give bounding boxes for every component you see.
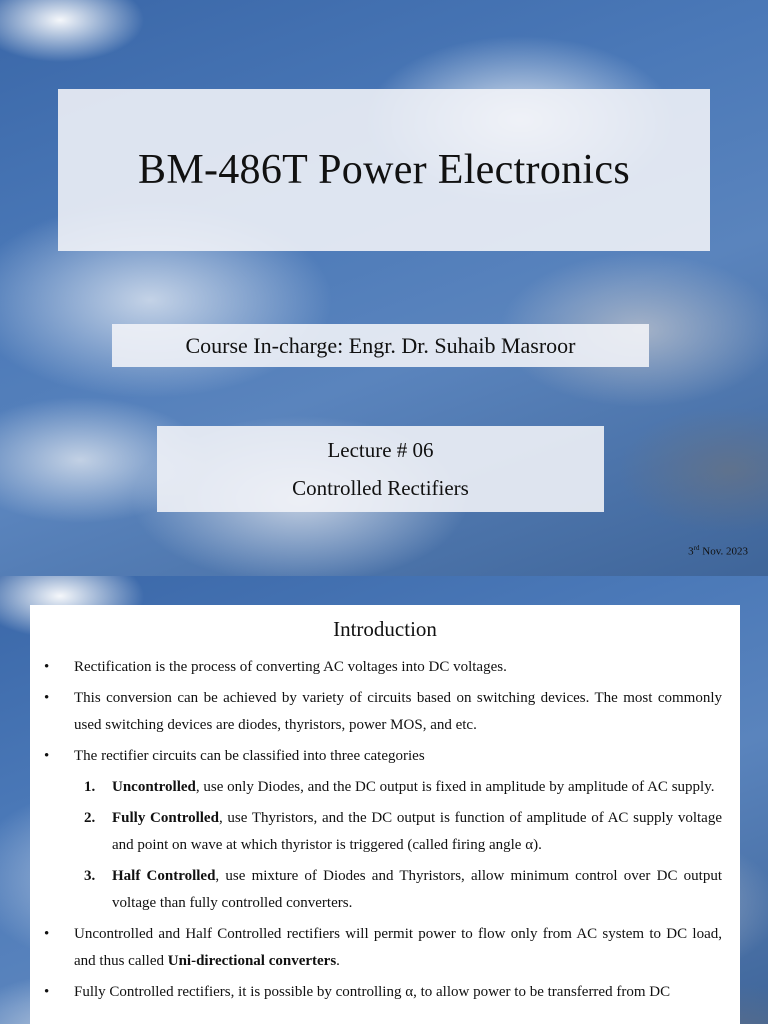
item-number: 1. (84, 779, 96, 795)
bullet-item: • This conversion can be achieved by variety of circuits based on switching devices. The most commonly used switching devices are diodes, thyristors, power MOS, and etc. (30, 685, 722, 739)
item-text: , use mixture of Diodes and Thyristors, allow minimum control over DC output voltage than fully controlled converters. (112, 868, 722, 911)
lecture-date (688, 544, 748, 558)
content-panel (30, 605, 740, 1024)
category-item-uncontrolled (30, 774, 722, 801)
item-text: , use only Diodes, and the DC output is fixed in amplitude by amplitude of AC supply. (195, 779, 715, 795)
bullet-item (30, 743, 722, 770)
bullet-term: Uni-directional converters (167, 953, 337, 969)
bullet-text: The rectifier circuits can be classified into three categories (74, 748, 425, 764)
bullet-item (30, 921, 722, 975)
introduction-slide (0, 576, 768, 1024)
date-day: 3 (688, 545, 694, 558)
item-term: Uncontrolled (112, 779, 196, 795)
section-heading: Introduction (333, 617, 437, 641)
bullet-text: Uncontrolled and Half Controlled rectifiers will permit power to flow only from AC system to DC load, and thus called (74, 926, 722, 969)
bullet-list (30, 654, 722, 770)
bullet-list (30, 921, 722, 1006)
item-text: , use Thyristors, and the DC output is function of amplitude of AC supply voltage and point on wave at which thyristor is triggered (called firing angle α). (112, 810, 722, 853)
item-term: Half Controlled (112, 868, 216, 884)
instructor-panel (112, 324, 649, 367)
item-number: 3. (84, 868, 96, 884)
slide-title: BM-486T Power Electronics (138, 147, 630, 193)
instructor-name: Course In-charge: Engr. Dr. Suhaib Masroor (185, 332, 576, 358)
lecture-topic: Controlled Rectifiers (292, 476, 469, 500)
bullet-item: • Fully Controlled rectifiers, it is possible by controlling α, to allow power to be transferred from DC (30, 979, 722, 1006)
lecture-panel (157, 426, 604, 512)
bullet-text-end: . (336, 953, 340, 969)
bullet-item: • Rectification is the process of converting AC voltages into DC voltages. (30, 654, 722, 681)
category-item-half-controlled (30, 863, 722, 917)
date-rest: Nov. 2023 (699, 545, 748, 558)
title-panel (58, 89, 710, 251)
lecture-number: Lecture # 06 (327, 438, 434, 462)
category-list (30, 774, 722, 917)
item-number: 2. (84, 810, 96, 826)
date-suffix: rd (693, 544, 700, 552)
category-item-fully-controlled (30, 805, 722, 859)
item-term: Fully Controlled (112, 810, 219, 826)
